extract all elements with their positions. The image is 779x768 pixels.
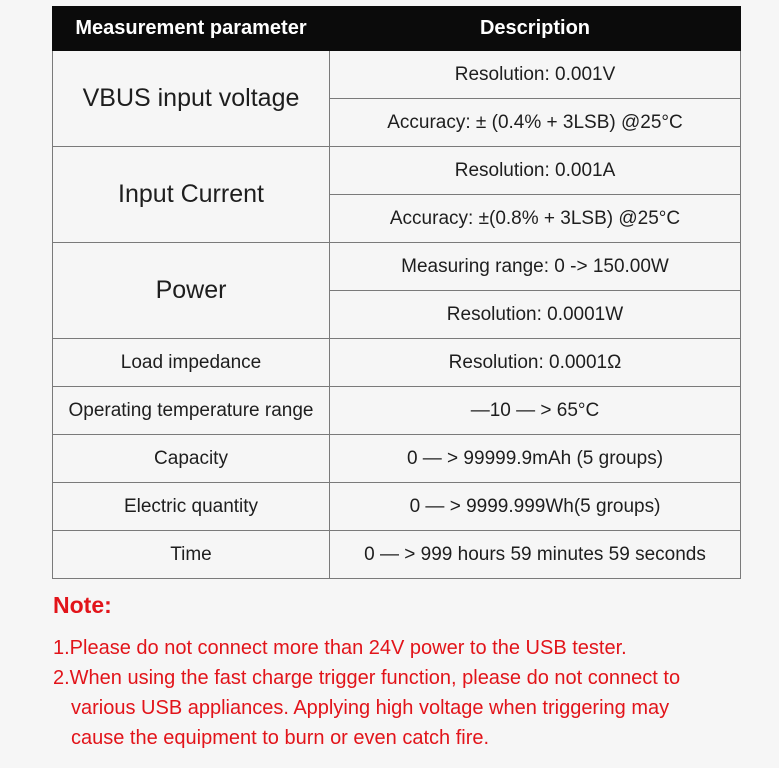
desc-current-accuracy: Accuracy: ±(0.8% + 3LSB) @25°C [330, 195, 741, 243]
param-input-current: Input Current [53, 147, 330, 243]
desc-vbus-accuracy: Accuracy: ± (0.4% + 3LSB) @25°C [330, 99, 741, 147]
spec-table [52, 6, 741, 579]
desc-capacity-range: 0 — > 99999.9mAh (5 groups) [330, 435, 741, 483]
param-operating-temperature: Operating temperature range [53, 387, 330, 435]
note-title: Note: [53, 592, 112, 618]
desc-time-range: 0 — > 999 hours 59 minutes 59 seconds [330, 531, 741, 579]
desc-power-range: Measuring range: 0 -> 150.00W [330, 243, 741, 291]
desc-electric-quantity-range: 0 — > 9999.999Wh(5 groups) [330, 483, 741, 531]
note-item-2-line-1: 2.When using the fast charge trigger function, please do not connect to [53, 667, 681, 689]
table-row [53, 243, 741, 291]
header-description: Description [330, 7, 741, 51]
table-row [53, 51, 741, 99]
note-section [53, 592, 753, 753]
note-item-2-line-3: cause the equipment to burn or even catch fire. [71, 727, 490, 749]
desc-vbus-resolution: Resolution: 0.001V [330, 51, 741, 99]
desc-current-resolution: Resolution: 0.001A [330, 147, 741, 195]
desc-temperature-range: —10 — > 65°C [330, 387, 741, 435]
table-row [53, 483, 741, 531]
note-item-2-line-2: various USB appliances. Applying high voltage when triggering may [71, 697, 670, 719]
param-load-impedance: Load impedance [53, 339, 330, 387]
desc-power-resolution: Resolution: 0.0001W [330, 291, 741, 339]
param-electric-quantity: Electric quantity [53, 483, 330, 531]
table-row [53, 147, 741, 195]
table-row [53, 387, 741, 435]
table-header-row [53, 7, 741, 51]
param-vbus-voltage: VBUS input voltage [53, 51, 330, 147]
note-item-1: 1.Please do not connect more than 24V power to the USB tester. [53, 637, 627, 659]
table-row [53, 435, 741, 483]
note-item-2 [53, 663, 753, 753]
table-row [53, 531, 741, 579]
table-row [53, 339, 741, 387]
param-time: Time [53, 531, 330, 579]
header-parameter: Measurement parameter [53, 7, 330, 51]
desc-impedance-resolution: Resolution: 0.0001Ω [330, 339, 741, 387]
param-power: Power [53, 243, 330, 339]
param-capacity: Capacity [53, 435, 330, 483]
